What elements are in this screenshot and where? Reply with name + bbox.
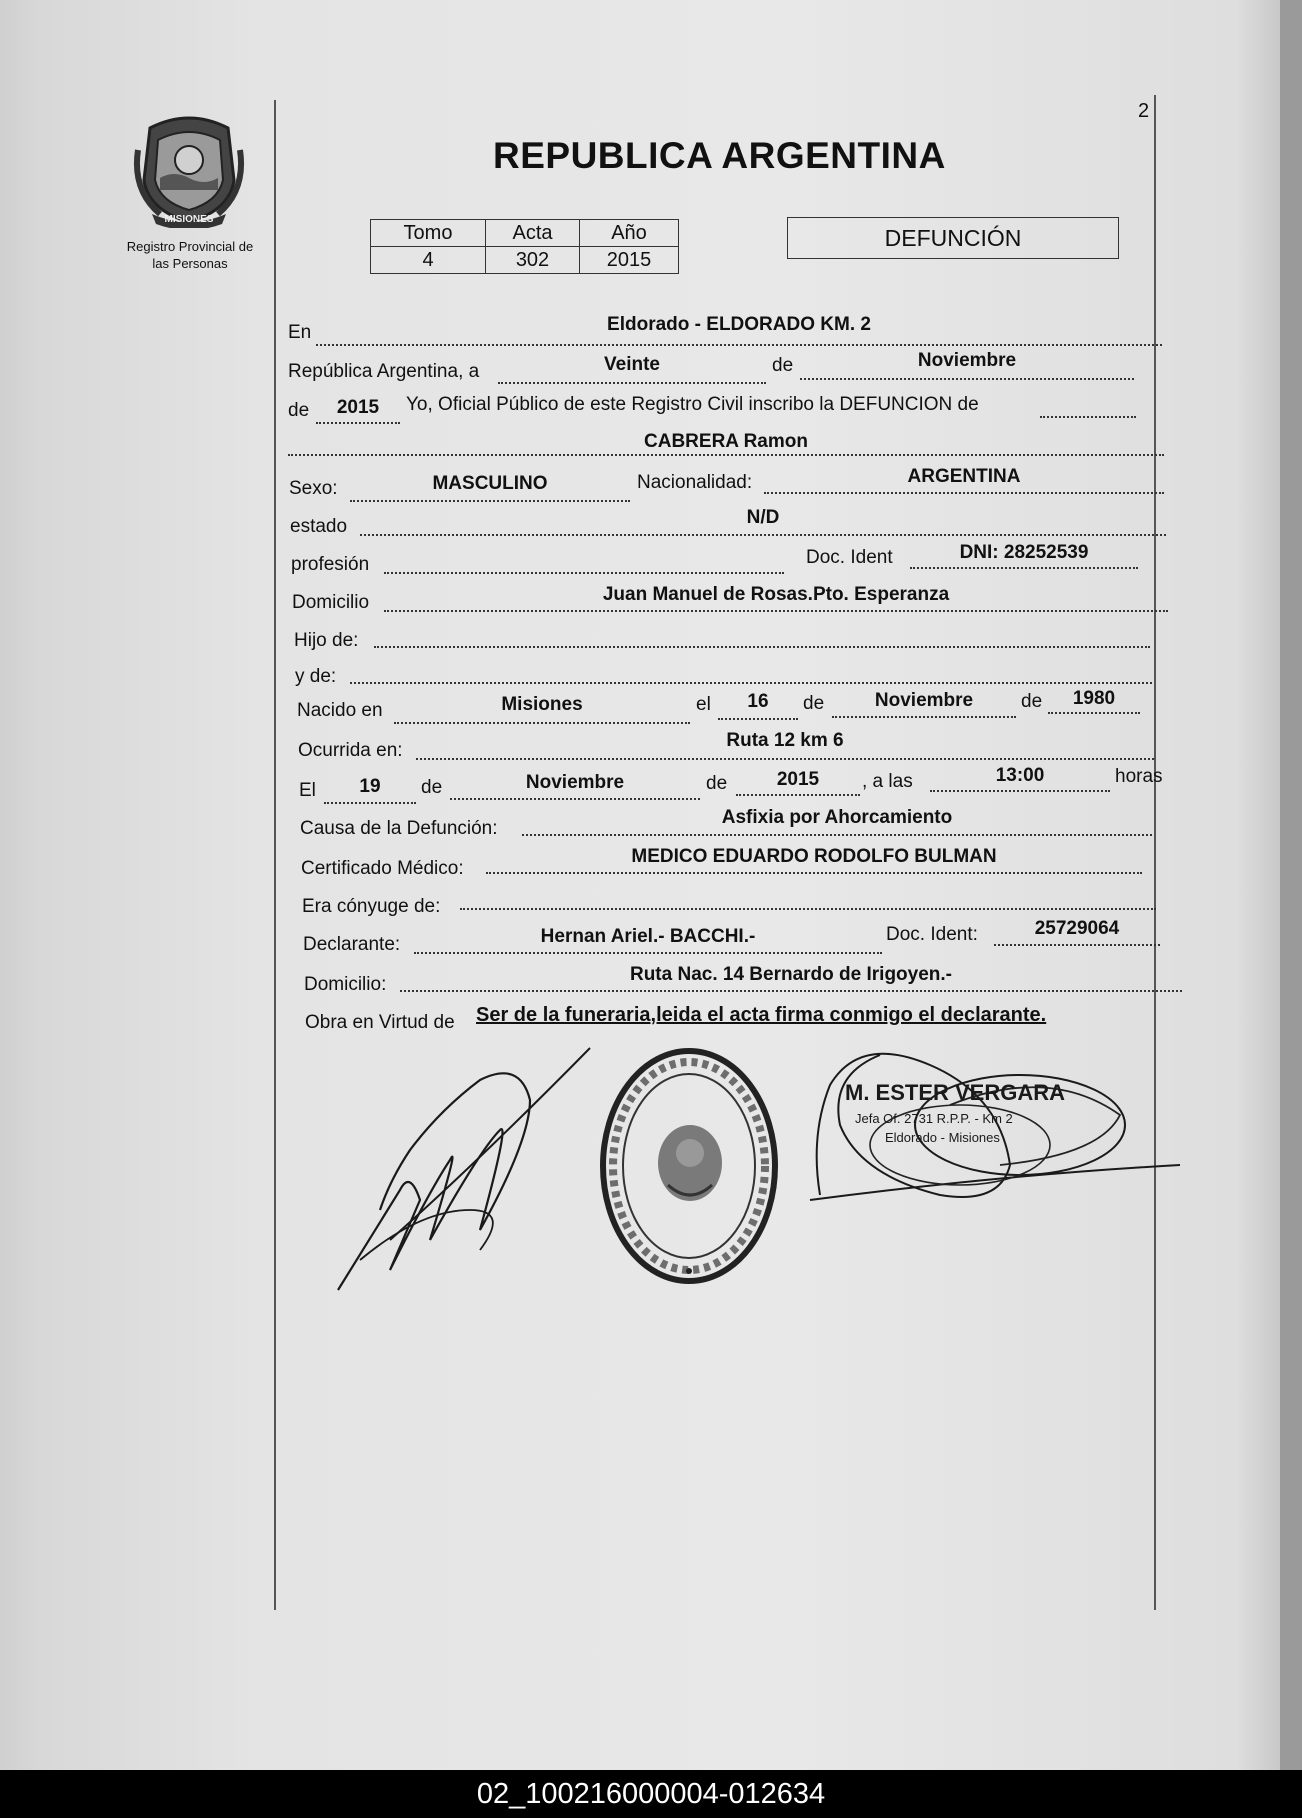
- scan-id-footer: 02_100216000004-012634: [0, 1770, 1302, 1818]
- label-nacionalidad: Nacionalidad:: [637, 472, 753, 493]
- label-causa: Causa de la Defunción:: [300, 818, 498, 839]
- physician-value: MEDICO EDUARDO RODOLFO BULMAN: [631, 846, 997, 867]
- document-value: DNI: 28252539: [959, 542, 1089, 563]
- anio-header: Año: [580, 220, 679, 247]
- reference-table: [370, 219, 679, 274]
- label-de: de: [772, 355, 794, 376]
- death-month-value: Noviembre: [525, 772, 625, 793]
- fill-line: [384, 550, 784, 574]
- day-value: Veinte: [604, 354, 660, 375]
- death-year-value: 2015: [776, 769, 820, 790]
- label-en: En: [288, 322, 312, 343]
- label-inscribo: Yo, Oficial Público de este Registro Civil inscribo la DEFUNCION de: [406, 394, 979, 415]
- declarant-doc-value: 25729064: [1034, 918, 1120, 939]
- basis-value: Ser de la funeraria,leida el acta firma conmigo el declarante.: [476, 1004, 1047, 1026]
- label-doc-ident: Doc. Ident: [806, 547, 893, 568]
- place-value: Eldorado - ELDORADO KM. 2: [607, 314, 871, 335]
- label-domicilio: Domicilio: [292, 592, 370, 613]
- fill-line: [374, 624, 1150, 648]
- label-de: de: [706, 773, 728, 794]
- label-conyuge: Era cónyuge de:: [302, 896, 441, 917]
- officer-stamp: [800, 1025, 1190, 1225]
- sex-value: MASCULINO: [432, 473, 548, 494]
- fill-line: [460, 886, 1156, 910]
- label-de: de: [288, 400, 310, 421]
- label-horas: horas: [1115, 766, 1163, 787]
- stamp-line-1: M. ESTER VERGARA: [845, 1080, 1066, 1105]
- anio-value: 2015: [580, 247, 679, 274]
- label-profesion: profesión: [291, 554, 370, 575]
- declarant-signature: [330, 1040, 600, 1300]
- province-emblem-icon: [130, 110, 248, 228]
- label-domicilio: Domicilio:: [304, 974, 387, 995]
- stamp-line-2: Jefa Of. 2731 R.P.P. - Km 2: [855, 1111, 1013, 1126]
- address-value: Juan Manuel de Rosas.Pto. Esperanza: [602, 584, 950, 605]
- svg-text:MISIONES: MISIONES: [164, 214, 214, 225]
- label-certificado: Certificado Médico:: [301, 858, 464, 879]
- cause-value: Asfixia por Ahorcamiento: [721, 807, 953, 828]
- tomo-header: Tomo: [371, 220, 486, 247]
- registry-line-1: Registro Provincial de: [126, 239, 254, 254]
- tomo-value: 4: [371, 247, 486, 274]
- birthplace-value: Misiones: [501, 694, 583, 715]
- registry-line-2: las Personas: [152, 256, 228, 271]
- label-el: El: [299, 780, 316, 801]
- stamp-line-3: Eldorado - Misiones: [885, 1130, 1000, 1145]
- label-de: de: [421, 777, 443, 798]
- acta-header: Acta: [486, 220, 580, 247]
- label-republica: República Argentina, a: [288, 361, 480, 382]
- document-title: REPUBLICA ARGENTINA: [493, 135, 946, 176]
- month-value: Noviembre: [917, 350, 1017, 371]
- label-doc-ident: Doc. Ident:: [886, 924, 978, 945]
- label-nacido-en: Nacido en: [297, 700, 383, 721]
- birth-day-value: 16: [747, 691, 769, 712]
- deceased-name-value: CABRERA Ramon: [644, 431, 808, 452]
- birth-month-value: Noviembre: [874, 690, 974, 711]
- death-time-value: 13:00: [995, 765, 1045, 786]
- death-day-value: 19: [359, 776, 381, 797]
- declarant-address-value: Ruta Nac. 14 Bernardo de Irigoyen.-: [629, 964, 953, 985]
- fill-line: [350, 660, 1152, 684]
- nationality-value: ARGENTINA: [907, 466, 1021, 487]
- year-value: 2015: [336, 397, 380, 418]
- page-edge: [1280, 0, 1302, 1770]
- fill-line: [1040, 394, 1136, 418]
- death-place-value: Ruta 12 km 6: [726, 730, 844, 751]
- label-a-las: , a las: [862, 771, 913, 792]
- declarant-value: Hernan Ariel.- BACCHI.-: [540, 926, 756, 947]
- birth-year-value: 1980: [1072, 688, 1116, 709]
- label-el: el: [696, 694, 711, 715]
- marital-status-value: N/D: [746, 507, 780, 528]
- label-sexo: Sexo:: [289, 478, 338, 499]
- label-declarante: Declarante:: [303, 934, 401, 955]
- label-estado: estado: [290, 516, 348, 537]
- label-de: de: [1021, 691, 1043, 712]
- label-obra: Obra en Virtud de: [305, 1012, 455, 1033]
- official-seal: [598, 1045, 780, 1287]
- label-y-de: y de:: [295, 666, 337, 687]
- registry-name: [100, 238, 280, 272]
- page-number: 2: [1138, 100, 1150, 122]
- left-margin-rule: [274, 100, 276, 1610]
- record-type-box: DEFUNCIÓN: [787, 217, 1119, 259]
- label-de: de: [803, 693, 825, 714]
- acta-value: 302: [486, 247, 580, 274]
- label-hijo-de: Hijo de:: [294, 630, 359, 651]
- label-ocurrida-en: Ocurrida en:: [298, 740, 403, 761]
